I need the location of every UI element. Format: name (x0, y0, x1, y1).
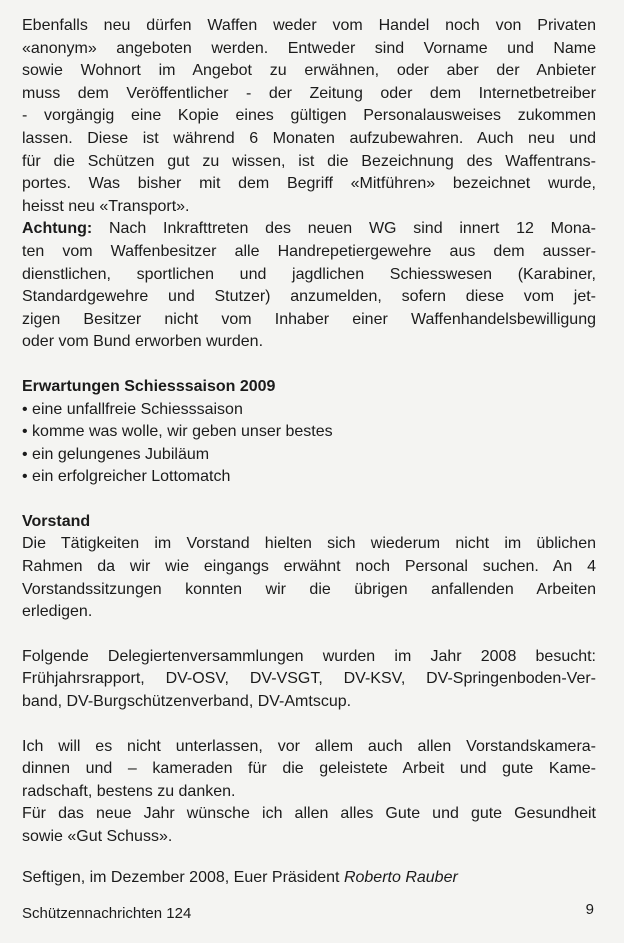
text-line: - vorgängig eine Kopie eines gültigen Personalausweises zukommen (22, 107, 596, 125)
signoff-text: Seftigen, im Dezember 2008, Euer Präsident (22, 868, 344, 886)
paragraph-dank (22, 736, 596, 849)
text-line: erledigen. (22, 603, 93, 621)
text-line: sowie «Gut Schuss». (22, 828, 173, 845)
list-item: • ein gelungenes Jubiläum (22, 445, 210, 463)
list-item: • komme was wolle, wir geben unser bestes (22, 423, 333, 441)
signoff-line (22, 867, 596, 890)
text-line: für die Schützen gut zu wissen, ist die Bezeichnung des Waffentrans- (22, 152, 596, 170)
text-line: sowie Wohnort im Angebot zu erwähnen, oder aber der Anbieter (22, 62, 596, 80)
text-line: heisst neu «Transport». (22, 197, 190, 215)
section-erwartungen (22, 376, 596, 489)
paragraph-waffenhandel (22, 15, 596, 218)
text-line: band, DV-Burgschützenverband, DV-Amtscup. (22, 693, 352, 711)
page-number: 9 (585, 901, 594, 918)
achtung-first-line: Nach Inkrafttreten des neuen WG sind innert 12 Mona- (92, 220, 596, 238)
text-line: Ebenfalls neu dürfen Waffen weder vom Handel noch von Privaten (22, 17, 596, 34)
paragraph-delegierten (22, 646, 596, 714)
text-line: Die Tätigkeiten im Vorstand hielten sich wiederum nicht im üblichen (22, 535, 596, 553)
text-line: Frühjahrsrapport, DV-OSV, DV-VSGT, DV-KSV, DV-Springenboden-Ver- (22, 670, 596, 688)
text-line: dienstlichen, sportlichen und jagdlichen Schiesswesen (Karabiner, (22, 265, 596, 283)
text-line: Ich will es nicht unterlassen, vor allem auch allen Vorstandskamera- (22, 737, 596, 755)
text-line: zigen Besitzer nicht vom Inhaber einer Waffenhandelsbewilligung (22, 310, 596, 328)
text-line: dinnen und – kameraden für die geleistete Arbeit und gute Kame- (22, 760, 596, 778)
text-line: oder vom Bund erworben wurden. (22, 333, 264, 351)
text-line: Vorstandssitzungen konnten wir die übrigen anfallenden Arbeiten (22, 580, 596, 598)
section-vorstand (22, 511, 596, 624)
spacer (22, 354, 596, 376)
text-line: lassen. Diese ist während 6 Monaten aufzubewahren. Auch neu und (22, 129, 596, 147)
president-name: Roberto Rauber (343, 868, 458, 886)
text-line: Folgende Delegiertenversammlungen wurden im Jahr 2008 besucht: (22, 647, 596, 665)
text-line: Standardgewehre und Stutzer) anzumelden, sofern diese vom jet- (22, 288, 596, 306)
section-heading: Erwartungen Schiesssaison 2009 (22, 377, 276, 395)
text-line: portes. Was bisher mit dem Begriff «Mitführen» bezeichnet wurde, (22, 175, 596, 193)
text-line: Für das neue Jahr wünsche ich allen alles Gute und gute Gesundheit (22, 805, 596, 823)
text-line: «anonym» angeboten werden. Entweder sind Vorname und Name (22, 39, 596, 57)
footer-publication-title: Schützennachrichten 124 (22, 905, 192, 922)
text-line: Rahmen da wir wie eingangs erwähnt noch Personal suchen. An 4 (22, 558, 596, 576)
list-item: • ein erfolgreicher Lottomatch (22, 468, 231, 486)
text-line (22, 218, 596, 241)
list-item: • eine unfallfreie Schiesssaison (22, 400, 243, 418)
text-line: radschaft, bestens zu danken. (22, 782, 236, 800)
spacer (22, 849, 596, 867)
section-heading: Vorstand (22, 512, 91, 530)
signoff (22, 867, 596, 890)
achtung-label: Achtung: (22, 220, 93, 238)
paragraph-achtung (22, 218, 596, 354)
body-text (22, 15, 596, 889)
spacer (22, 624, 596, 646)
spacer (22, 489, 596, 511)
spacer (22, 714, 596, 736)
text-line: ten vom Waffenbesitzer alle Handrepetiergewehre aus dem ausser- (22, 242, 596, 260)
text-line: muss dem Veröffentlicher - der Zeitung oder dem Internetbetreiber (22, 84, 596, 102)
